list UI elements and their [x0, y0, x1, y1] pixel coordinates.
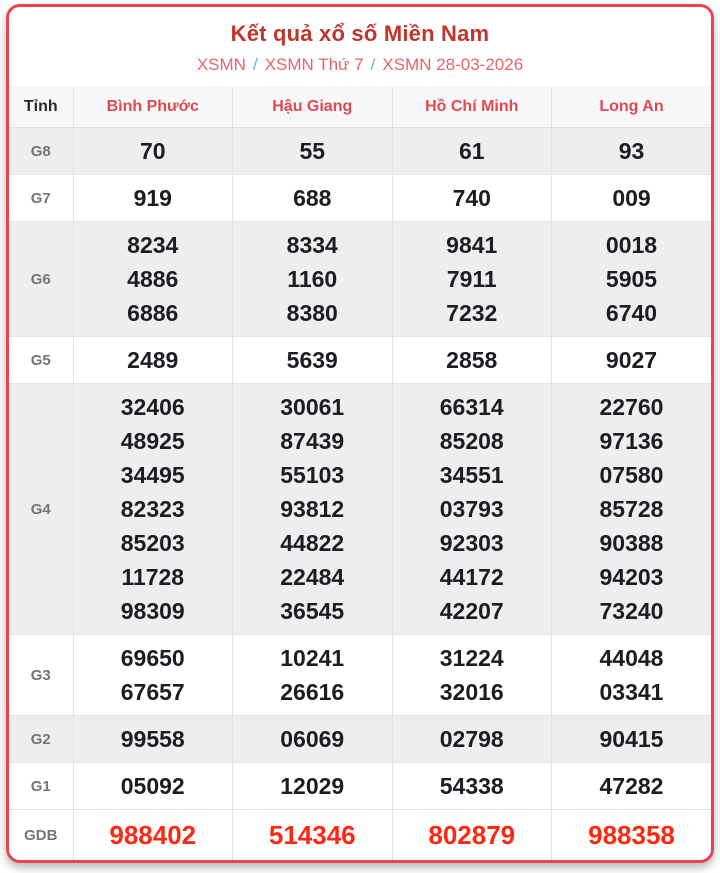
breadcrumb-link-xsmn-28-03-2026[interactable]: XSMN 28-03-2026: [382, 55, 524, 74]
prize-number: 6886: [127, 300, 179, 326]
prize-number: 12029: [280, 773, 345, 799]
prize-number: 03341: [599, 679, 664, 705]
column-header-long-an[interactable]: Long An: [552, 87, 712, 128]
prize-cell-g7-binh-phuoc: [73, 175, 233, 222]
column-header-hau-giang[interactable]: Hậu Giang: [233, 87, 393, 128]
prize-number: 85728: [599, 496, 664, 522]
prize-number: 30061: [280, 394, 345, 420]
results-table: [9, 87, 711, 860]
prize-number: 9841: [446, 232, 498, 258]
prize-number: 82323: [120, 496, 185, 522]
prize-cell-g8-long-an: [552, 128, 712, 175]
prize-row-g4: [9, 384, 711, 635]
breadcrumb-separator: /: [252, 55, 258, 74]
prize-number: 36545: [280, 598, 345, 624]
page-title: Kết quả xổ số Miền Nam: [230, 21, 490, 46]
prize-number: 2489: [127, 347, 179, 373]
prize-number: 8234: [127, 232, 179, 258]
lottery-results-card: [6, 4, 714, 863]
prize-number: 5639: [286, 347, 338, 373]
prize-cell-g6-long-an: [552, 222, 712, 337]
prize-number: 93: [618, 138, 645, 164]
prize-label-g8: G8: [9, 128, 73, 175]
prize-cell-g3-ho-chi-minh: [392, 635, 552, 716]
prize-number: 90415: [599, 726, 664, 752]
prize-number: 92303: [439, 530, 504, 556]
breadcrumb-link-xsmn-thu-7[interactable]: XSMN Thứ 7: [264, 55, 364, 74]
prize-row-g1: [9, 763, 711, 810]
prize-cell-g1-hau-giang: [233, 763, 393, 810]
prize-number: 69650: [120, 645, 185, 671]
prize-number: 42207: [439, 598, 504, 624]
prize-number: 54338: [439, 773, 504, 799]
prize-label-g2: G2: [9, 716, 73, 763]
prize-number: 44822: [280, 530, 345, 556]
prize-cell-g2-ho-chi-minh: [392, 716, 552, 763]
prize-row-g3: [9, 635, 711, 716]
breadcrumb-separator: /: [370, 55, 376, 74]
prize-cell-g1-ho-chi-minh: [392, 763, 552, 810]
prize-number: 32016: [439, 679, 504, 705]
prize-cell-g5-ho-chi-minh: [392, 337, 552, 384]
prize-cell-gdb-ho-chi-minh: [392, 810, 552, 861]
jackpot-number: 988402: [109, 820, 197, 850]
jackpot-number: 514346: [268, 820, 356, 850]
prize-label-g1: G1: [9, 763, 73, 810]
prize-number: 10241: [280, 645, 345, 671]
prize-cell-g4-hau-giang: [233, 384, 393, 635]
prize-number: 2858: [446, 347, 498, 373]
prize-cell-g8-binh-phuoc: [73, 128, 233, 175]
prize-label-g6: G6: [9, 222, 73, 337]
prize-cell-g2-long-an: [552, 716, 712, 763]
prize-number: 06069: [280, 726, 345, 752]
prize-number: 90388: [599, 530, 664, 556]
prize-number: 9027: [605, 347, 658, 373]
province-column-header: Tỉnh: [9, 87, 73, 128]
prize-cell-g5-binh-phuoc: [73, 337, 233, 384]
prize-number: 07580: [599, 462, 664, 488]
prize-number: 8334: [286, 232, 338, 258]
prize-number: 98309: [120, 598, 185, 624]
prize-number: 22760: [599, 394, 664, 420]
prize-number: 7911: [446, 266, 497, 292]
prize-number: 48925: [120, 428, 185, 454]
prize-cell-g1-binh-phuoc: [73, 763, 233, 810]
prize-number: 03793: [439, 496, 504, 522]
prize-number: 93812: [280, 496, 345, 522]
prize-number: 740: [452, 185, 491, 211]
prize-cell-g2-hau-giang: [233, 716, 393, 763]
prize-number: 5905: [605, 266, 658, 292]
prize-cell-g7-long-an: [552, 175, 712, 222]
prize-number: 44048: [599, 645, 664, 671]
prize-row-g6: [9, 222, 711, 337]
jackpot-number: 802879: [428, 820, 516, 850]
prize-number: 919: [133, 185, 172, 211]
prize-label-g7: G7: [9, 175, 73, 222]
prize-cell-g1-long-an: [552, 763, 712, 810]
prize-cell-g3-long-an: [552, 635, 712, 716]
prize-row-gdb: [9, 810, 711, 861]
prize-number: 7232: [446, 300, 498, 326]
prize-number: 97136: [599, 428, 664, 454]
card-header: [9, 7, 711, 87]
prize-cell-g3-binh-phuoc: [73, 635, 233, 716]
prize-number: 94203: [599, 564, 664, 590]
prize-number: 55103: [280, 462, 345, 488]
prize-label-gdb: GDB: [9, 810, 73, 861]
prize-number: 6740: [605, 300, 658, 326]
prize-label-g4: G4: [9, 384, 73, 635]
column-header-binh-phuoc[interactable]: Bình Phước: [73, 87, 233, 128]
prize-cell-g2-binh-phuoc: [73, 716, 233, 763]
prize-row-g7: [9, 175, 711, 222]
prize-number: 8380: [286, 300, 338, 326]
prize-cell-g4-binh-phuoc: [73, 384, 233, 635]
prize-cell-gdb-hau-giang: [233, 810, 393, 861]
prize-row-g8: [9, 128, 711, 175]
prize-number: 31224: [439, 645, 504, 671]
prize-cell-g6-ho-chi-minh: [392, 222, 552, 337]
prize-cell-g6-binh-phuoc: [73, 222, 233, 337]
prize-number: 61: [458, 138, 485, 164]
prize-number: 0018: [605, 232, 658, 258]
prize-number: 66314: [439, 394, 504, 420]
prize-number: 70: [139, 138, 166, 164]
prize-number: 99558: [120, 726, 185, 752]
prize-number: 34551: [439, 462, 504, 488]
prize-cell-g6-hau-giang: [233, 222, 393, 337]
prize-number: 85208: [439, 428, 504, 454]
prize-number: 05092: [120, 773, 185, 799]
prize-number: 85203: [120, 530, 185, 556]
prize-number: 47282: [599, 773, 664, 799]
prize-number: 009: [612, 185, 651, 211]
prize-cell-g8-hau-giang: [233, 128, 393, 175]
prize-number: 67657: [120, 679, 185, 705]
prize-number: 22484: [280, 564, 345, 590]
prize-label-g3: G3: [9, 635, 73, 716]
prize-cell-g3-hau-giang: [233, 635, 393, 716]
breadcrumb-link-xsmn[interactable]: XSMN: [196, 55, 246, 74]
prize-number: 4886: [127, 266, 179, 292]
header-row: [9, 87, 711, 128]
prize-row-g5: [9, 337, 711, 384]
prize-number: 11728: [121, 564, 185, 590]
prize-number: 26616: [280, 679, 345, 705]
prize-number: 55: [299, 138, 326, 164]
prize-cell-g8-ho-chi-minh: [392, 128, 552, 175]
prize-cell-gdb-binh-phuoc: [73, 810, 233, 861]
prize-cell-g7-ho-chi-minh: [392, 175, 552, 222]
prize-number: 73240: [599, 598, 664, 624]
prize-number: 688: [293, 185, 332, 211]
prize-label-g5: G5: [9, 337, 73, 384]
column-header-ho-chi-minh[interactable]: Hồ Chí Minh: [392, 87, 552, 128]
prize-cell-gdb-long-an: [552, 810, 712, 861]
prize-cell-g5-hau-giang: [233, 337, 393, 384]
prize-row-g2: [9, 716, 711, 763]
prize-cell-g7-hau-giang: [233, 175, 393, 222]
prize-cell-g5-long-an: [552, 337, 712, 384]
prize-number: 32406: [120, 394, 185, 420]
prize-number: 02798: [439, 726, 504, 752]
prize-cell-g4-ho-chi-minh: [392, 384, 552, 635]
jackpot-number: 988358: [588, 820, 675, 850]
prize-number: 34495: [120, 462, 185, 488]
prize-number: 87439: [280, 428, 345, 454]
breadcrumb: [9, 55, 711, 75]
prize-number: 1160: [287, 266, 338, 292]
prize-number: 44172: [439, 564, 504, 590]
prize-cell-g4-long-an: [552, 384, 712, 635]
